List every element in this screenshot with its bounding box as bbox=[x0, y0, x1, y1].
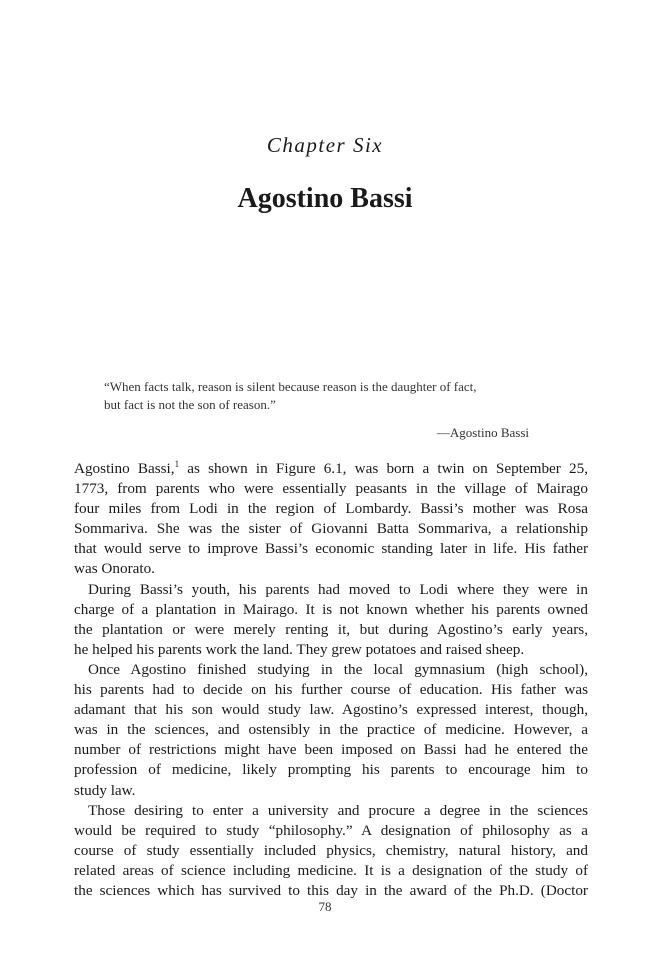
body-line: the plantation or were merely renting it, but during Agostino’s early years, bbox=[74, 620, 588, 638]
epigraph-quote bbox=[104, 378, 544, 414]
body-line: he helped his parents work the land. They grew potatoes and raised sheep. bbox=[74, 640, 525, 658]
page-number: 78 bbox=[318, 899, 332, 914]
body-text bbox=[74, 459, 588, 901]
body-line: related areas of science including medicine. It is a designation of the study of bbox=[74, 861, 588, 879]
body-line: number of restrictions might have been imposed on Bassi had he entered the bbox=[74, 741, 588, 759]
body-line: would be required to study “philosophy.” A designation of philosophy as a bbox=[74, 821, 588, 839]
body-line: four miles from Lodi in the region of Lombardy. Bassi’s mother was Rosa bbox=[74, 500, 588, 518]
body-line: profession of medicine, likely prompting his parents to encourage him to bbox=[74, 761, 588, 779]
chapter-title: Agostino Bassi bbox=[237, 183, 413, 214]
body-line: was in the sciences, and ostensibly in the practice of medicine. However, a bbox=[74, 721, 588, 739]
body-line: that would serve to improve Bassi’s economic standing later in life. His father bbox=[74, 540, 588, 558]
epigraph-attribution: —Agostino Bassi bbox=[436, 425, 529, 440]
body-line: course of study essentially included physics, chemistry, natural history, and bbox=[74, 841, 588, 859]
body-line: Once Agostino finished studying in the local gymnasium (high school), bbox=[88, 660, 588, 678]
body-text-segment: Agostino Bassi, bbox=[74, 460, 175, 477]
body-line bbox=[74, 459, 588, 479]
body-line: Those desiring to enter a university and procure a degree in the sciences bbox=[88, 801, 588, 819]
body-line: the sciences which has survived to this day in the award of the Ph.D. (Doctor bbox=[74, 881, 588, 899]
footnote-marker: 1 bbox=[174, 458, 180, 469]
epigraph-line: “When facts talk, reason is silent because reason is the daughter of fact, bbox=[104, 379, 477, 394]
body-line: his parents had to decide on his further course of education. His father was bbox=[74, 681, 588, 699]
body-line: charge of a plantation in Mairago. It is not known whether his parents owned bbox=[74, 600, 588, 618]
body-line: During Bassi’s youth, his parents had moved to Lodi where they were in bbox=[88, 580, 588, 598]
body-line: was Onorato. bbox=[74, 560, 155, 578]
body-line: 1773, from parents who were essentially peasants in the village of Mairago bbox=[74, 480, 588, 498]
body-line: Sommariva. She was the sister of Giovanni Batta Sommariva, a relationship bbox=[74, 520, 588, 538]
body-text-segment: as shown in Figure 6.1, was born a twin on September 25, bbox=[179, 460, 588, 477]
body-line: study law. bbox=[74, 781, 136, 799]
chapter-label: Chapter Six bbox=[266, 133, 384, 157]
body-line: adamant that his son would study law. Agostino’s expressed interest, though, bbox=[74, 701, 588, 719]
epigraph-line: but fact is not the son of reason.” bbox=[104, 397, 276, 412]
